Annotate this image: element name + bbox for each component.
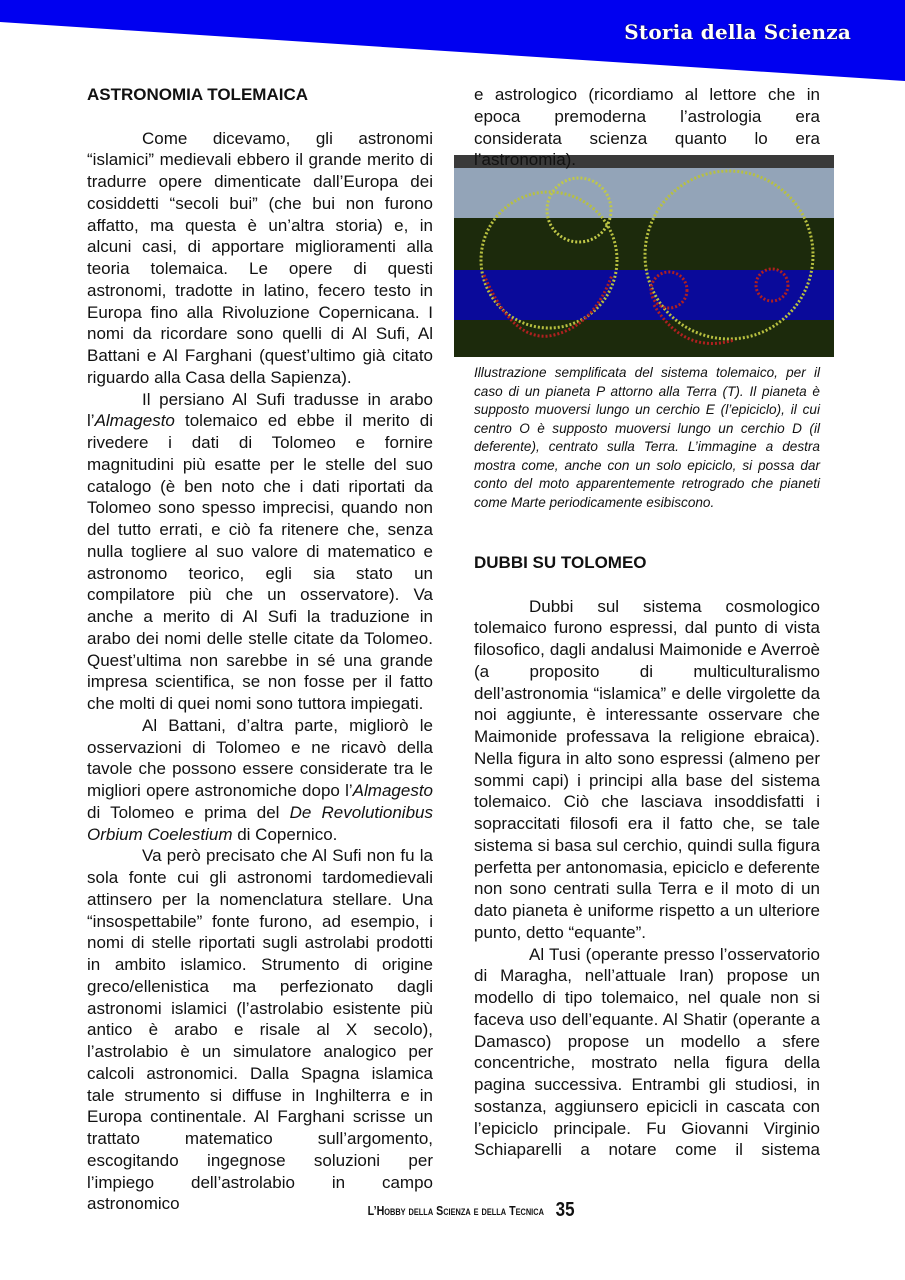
right-column-bottom xyxy=(474,552,820,1161)
paragraph xyxy=(87,715,433,846)
paragraph: Dubbi sul sistema cosmologico tolemaico furono espressi, dal punto di vista filosofico, dagli andalusi Maimonide e Averroè (a proposito di multiculturalismo dell’astronomia “islamica” e delle virgolette da noi aggiunte, è interessante osservare che Maimonide professava la religione ebraica). Nella figura in alto sono espressi (almeno per sommi capi) i principi alla base del sistema tolemaico. Ciò che lasciava insoddisfatti i sopraccitati filosofi era il fatto che, se tale sistema si basa sul cerchio, quindi sulla figura perfetta per antonomasia, epiciclo e deferente non sono centrati sulla Terra e il moto di un dato pianeta è uniforme rispetto a un ulteriore punto, detto “equante”. xyxy=(474,596,820,942)
paragraph: e astrologico (ricordiamo al lettore che in epoca premoderna l’astrologia era considerata scienza quanto lo era l’astronomia). xyxy=(474,85,820,170)
figure-caption: Illustrazione semplificata del sistema tolemaico, per il caso di un pianeta P attorno alla Terra (T). Il pianeta è supposto muoversi lungo un cerchio E (l’epiciclo), il cui centro O è supposto muoversi lungo un cerchio D (il deferente), centrato sulla Terra. L’immagine a destra mostra come, anche con un solo epiciclo, si possa dar conto del moto apparentemente retrogrado che pianeti come Marte periodicamente esibiscono. xyxy=(474,365,820,510)
paragraph: Come dicevamo, gli astronomi “islamici” medievali ebbero il grande merito di tradurre opere dimenticate dall’Europa dei cosiddetti “secoli bui” (che bui non furono affatto, ma questa è un’altra storia) e, in alcuni casi, di apportare miglioramenti alla teoria tolemaica. Le opere di questi astronomi, tradotte in latino, fecero testo in Europa fino alla Rivoluzione Copernicana. I nomi da ricordare sono quelli di Al Sufi, Al Battani e Al Farghani (quest’ultimo già citato riguardo alla Casa della Sapienza). xyxy=(87,128,433,387)
italic-title: Almagesto xyxy=(94,411,175,431)
heading-astronomia-tolemaica: ASTRONOMIA TOLEMAICA xyxy=(87,85,308,104)
left-column xyxy=(87,84,433,1215)
paragraph: Al Tusi (operante presso l’osservatorio di Maragha, nell’attuale Iran) propose un modello di tipo tolemaico, nel quale non si faceva uso dell’equante. Al Shatir (operante a Damasco) propose un modello a sfere concentriche, mostrato nella figura della pagina successiva. Entrambi gli studiosi, in sostanza, aggiunsero epicicli in cascata con l’epiciclo principale. Fu Giovanni Virginio Schiaparelli a notare come il sistema xyxy=(474,944,820,1160)
paragraph xyxy=(87,389,433,715)
ptolemaic-system-figure xyxy=(454,155,834,357)
heading-dubbi-su-tolomeo: DUBBI SU TOLOMEO xyxy=(474,553,647,572)
text: Al Battani, d’altra parte, migliorò le osservazioni di Tolomeo e ne ricavò della tavole che possono essere considerate tra le migliori opere astronomiche dopo l’ xyxy=(87,715,433,800)
text: di Tolomeo e prima del xyxy=(87,802,290,822)
text: di Copernico. xyxy=(232,824,338,844)
text: tolemaico ed ebbe il merito di rivedere i dati di Tolomeo e fornire magnitudini più esatte per le stelle del suo catalogo (è ben noto che i dati riportati da Tolomeo sono spesso imprecisi, quando non del tutto errati, e ciò fa ritenere che, senza nulla togliere al suo valore di matematico e astronomo teorico, egli sia stato un compilatore più che un osservatore). Va anche a merito di Al Sufi la traduzione in arabo dei nomi delle stelle citate da Tolomeo. Quest’ultima non sarebbe in sé una grande impresa scientifica, se non fosse per il fatto che molti di quei nomi sono tuttora impiegati. xyxy=(87,411,433,713)
italic-title: De Revolutionibus Orbium Coelestium xyxy=(87,802,433,844)
right-column-top xyxy=(474,84,820,171)
magazine-title: L’Hobby della Scienza e della Tecnica xyxy=(367,1203,544,1218)
section-title: Storia della Scienza xyxy=(624,20,851,44)
italic-title: Almagesto xyxy=(352,781,433,800)
paragraph: Va però precisato che Al Sufi non fu la sola fonte cui gli astronomi tardomedievali attinsero per la nomenclatura stellare. Una “insospettabile” fonte furono, ad esempio, i nomi di stelle riportati sugli astrolabi prodotti in ambito islamico. Strumento di origine greco/ellenistica ma perfezionato dagli astronomi islamici (l’astrolabio esistente più antico è arabo e risale al X secolo), l’astrolabio è un simulatore analogico per calcoli astronomici. Dalla Spagna islamica tale strumento si diffuse in Inghilterra e in Europa continentale. Al Farghani scrisse un trattato matematico sull’argomento, escogitando ingegnose soluzioni per l’impiego dell’astrolabio in campo astronomico xyxy=(87,846,433,1214)
text: Il persiano Al Sufi tradusse in arabo l’ xyxy=(87,389,433,431)
page-number: 35 xyxy=(555,1199,575,1221)
